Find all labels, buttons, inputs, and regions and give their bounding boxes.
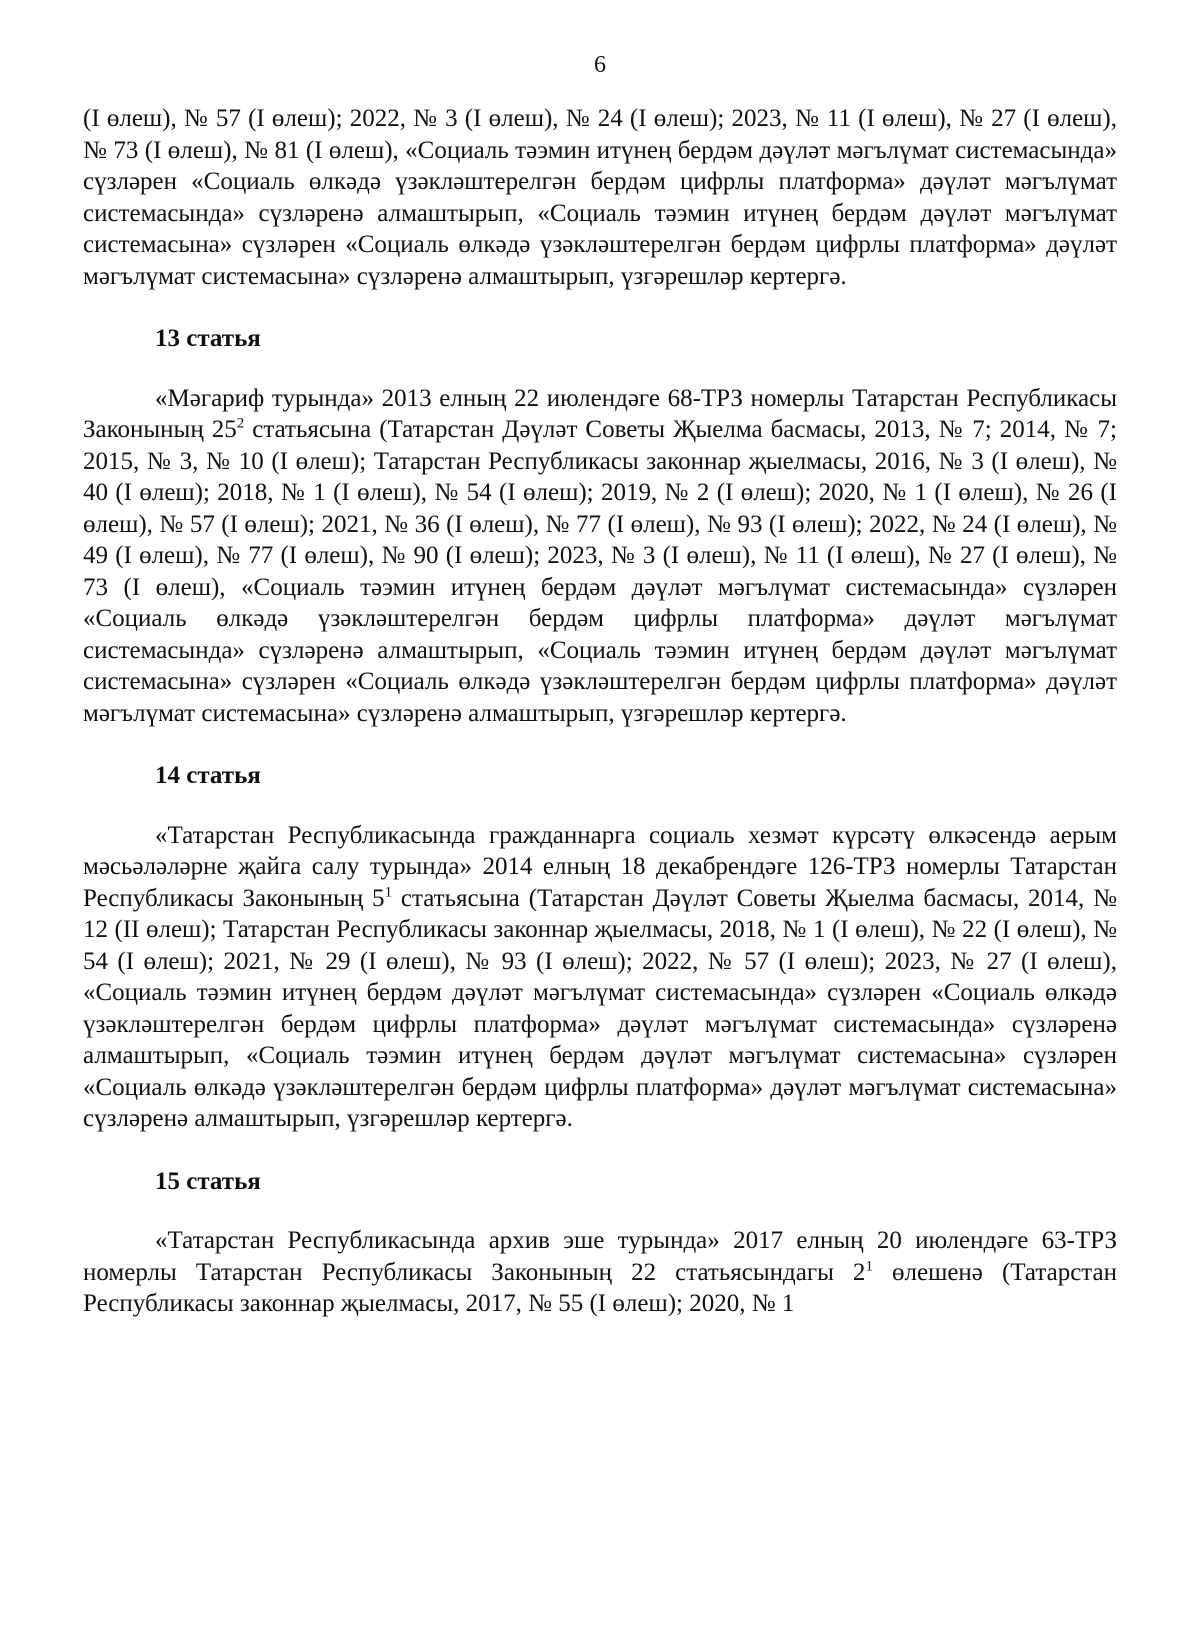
article-15-text-part-2: өлешенә (Татарстан Республикасы законнар җыелмасы, 2017, № 55 (I өлеш); 2020, № 1 <box>83 1258 1117 1317</box>
article-15-text-part-1: «Татарстан Республикасында архив эше турында» 2017 елның 20 июлендәге 63-ТРЗ номерлы Татарстан Республикасы Законының 22 статьясындагы 2 <box>83 1227 1117 1286</box>
article-15-superscript: 1 <box>865 1258 873 1275</box>
article-14-heading: 14 статья <box>155 762 261 789</box>
article-13-text-part-1: «Мәгариф турында» 2013 елның 22 июлендәге 68-ТРЗ номерлы Татарстан Республикасы Законының 25 <box>83 384 1117 443</box>
article-14-text-part-1: «Татарстан Республикасында гражданнарга социаль хезмәт күрсәтү өлкәсендә аерым мәсьәләләрне җайга салу турында» 2014 елның 18 декабрендәге 126-ТРЗ номерлы Татарстан Республикасы Законының 5 <box>83 821 1117 912</box>
article-13-text-part-2: статьясына (Татарстан Дәүләт Советы Җыелма басмасы, 2013, № 7; 2014, № 7; 2015, № 3, № 10 (I өлеш); Татарстан Республикасы законнар җыелмасы, 2016, № 3 (I өлеш), № 40 (I өлеш); 2018, № 1 (I өлеш), № 54 (I өлеш); 2019, № 2 (I өлеш); 2020, № 1 (I өлеш), № 26 (I өлеш), № 57 (I өлеш); 2021, № 36 (I өлеш), № 77 (I өлеш), № 93 (I өлеш); 2022, № 24 (I өлеш), № 49 (I өлеш), № 77 (I өлеш), № 90 (I өлеш); 2023, № 3 (I өлеш), № 11 (I өлеш), № 27 (I өлеш), № 73 (I өлеш), «Социаль тәэмин итүнең бердәм дәүләт мәгълүмат системасында» сүзләрен «Социаль өлкәдә үзәкләштерелгән бердәм цифрлы платформа» дәүләт мәгълүмат системасында» сүзләренә алмаштырып, «Социаль тәэмин итүнең бердәм дәүләт мәгълүмат системасына» сүзләрен «Социаль өлкәдә үзәкләштерелгән бердәм цифрлы платформа» дәүләт мәгълүмат системасына» сүзләренә алмаштырып, үзгәрешләр кертергә. <box>83 416 1117 727</box>
article-13-paragraph <box>83 383 1117 730</box>
document-body <box>83 103 1117 1320</box>
article-14-superscript: 1 <box>384 884 393 901</box>
article-14-paragraph <box>83 820 1117 1135</box>
intro-paragraph: (I өлеш), № 57 (I өлеш); 2022, № 3 (I өлеш), № 24 (I өлеш); 2023, № 11 (I өлеш), № 27 (I өлеш), № 73 (I өлеш), № 81 (I өлеш), «Социаль тәэмин итүнең бердәм дәүләт мәгълүмат системасында» сүзләрен «Социаль өлкәдә үзәкләштерелгән бердәм цифрлы платформа» дәүләт мәгълүмат системасында» сүзләренә алмаштырып, «Социаль тәэмин итүнең бердәм дәүләт мәгълүмат системасына» сүзләрен «Социаль өлкәдә үзәкләштерелгән бердәм цифрлы платформа» дәүләт мәгълүмат системасына» сүзләренә алмаштырып, үзгәрешләр кертергә. <box>83 105 1117 290</box>
page-number: 6 <box>594 52 606 78</box>
article-15-heading: 15 статья <box>155 1167 261 1195</box>
article-13-superscript: 2 <box>236 415 245 432</box>
article-13-heading: 13 статья <box>155 325 261 352</box>
article-15-paragraph <box>83 1225 1117 1320</box>
article-14-text-part-2: статьясына (Татарстан Дәүләт Советы Җыелма басмасы, 2014, № 12 (II өлеш); Татарстан Республикасы законнар җыелмасы, 2018, № 1 (I өлеш), № 22 (I өлеш), № 54 (I өлеш); 2021, № 29 (I өлеш), № 93 (I өлеш); 2022, № 57 (I өлеш); 2023, № 27 (I өлеш), «Социаль тәэмин итүнең бердәм дәүләт мәгълүмат системасында» сүзләрен «Социаль өлкәдә үзәкләштерелгән бердәм цифрлы платформа» дәүләт мәгълүмат системасында» сүзләренә алмаштырып, «Социаль тәэмин итүнең бердәм дәүләт мәгълүмат системасына» сүзләрен «Социаль өлкәдә үзәкләштерелгән бердәм цифрлы платформа» дәүләт мәгълүмат системасына» сүзләренә алмаштырып, үзгәрешләр кертергә. <box>83 884 1117 1132</box>
